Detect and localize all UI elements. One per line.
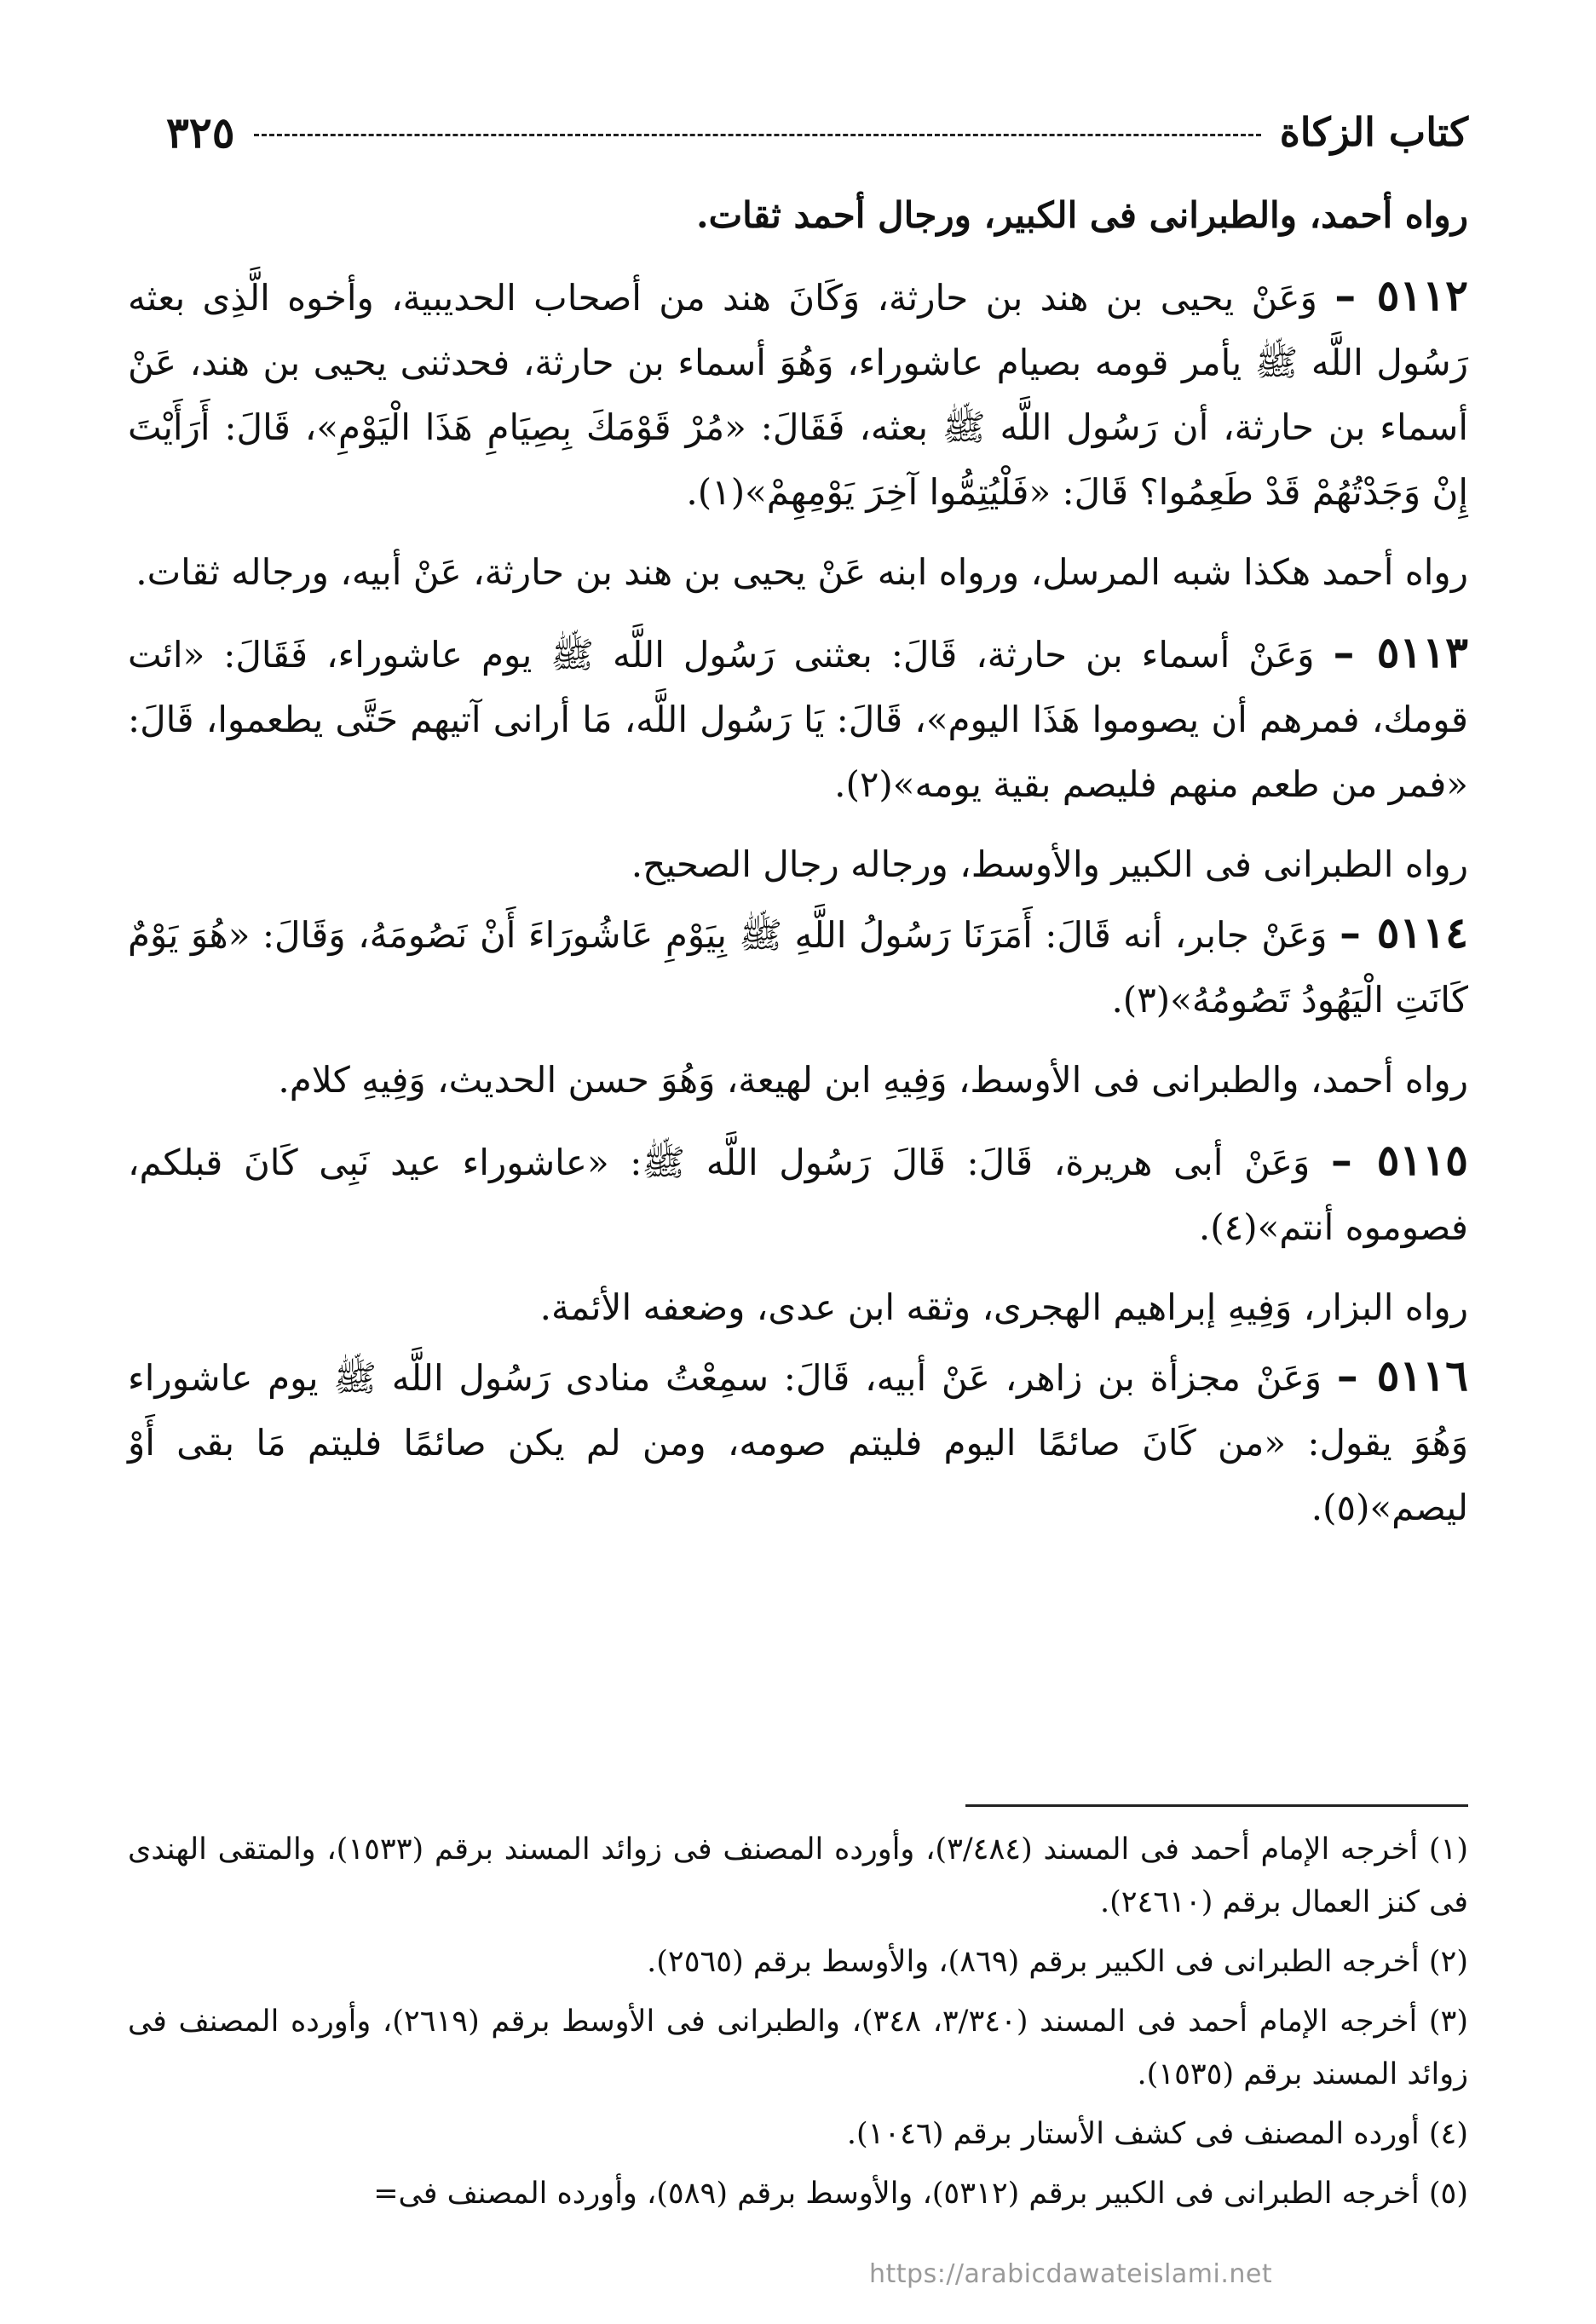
- hadith-number: ٥١١٥ –: [1330, 1135, 1468, 1185]
- footnote: [128, 1823, 1468, 1929]
- hadith-paragraph: [128, 263, 1468, 525]
- footnote-text: أخرجه الإمام أحمد فى المسند (٣/٤٨٤)، وأورده المصنف فى زوائد المسند برقم (١٥٣٣)، والمتقى الهندى فى كنز العمال برقم (٢٤٦١٠).: [128, 1832, 1468, 1919]
- hadith-number: ٥١١٦ –: [1336, 1350, 1468, 1401]
- footnote-text: أورده المصنف فى كشف الأستار برقم (١٠٤٦).: [846, 2117, 1420, 2151]
- hadith-paragraph: [128, 620, 1468, 817]
- hadith-paragraph: [128, 1128, 1468, 1260]
- paragraph-text: رواه أحمد، والطبرانى فى الكبير، ورجال أحمد ثقات.: [695, 194, 1468, 236]
- footnote: [128, 2167, 1468, 2220]
- footnote-separator: [965, 1804, 1468, 1807]
- footnote: [128, 1995, 1468, 2101]
- footnote-text: أخرجه الطبرانى فى الكبير برقم (٥٣١٢)، والأوسط برقم (٥٨٩)، وأورده المصنف فى=: [373, 2177, 1420, 2211]
- paragraph-text: وَعَنْ جابر، أنه قَالَ: أَمَرَنَا رَسُولُ اللَّهِ ﷺ بِيَوْمِ عَاشُورَاءَ أَنْ نَصُومَهُ، وَقَالَ: «هُوَ يَوْمٌ كَانَتِ الْيَهُودُ تَصُومُهُ»(٣).: [128, 914, 1468, 1021]
- header-dashed-rule: [254, 134, 1261, 136]
- hadith-number: ٥١١٤ –: [1340, 907, 1468, 958]
- hadith-paragraph: [128, 900, 1468, 1033]
- chapter-title: كتاب الزكاة: [1279, 109, 1468, 155]
- hadith-paragraph: [128, 1343, 1468, 1540]
- paragraph-text: وَعَنْ أبى هريرة، قَالَ: قَالَ رَسُول اللَّه ﷺ: «عاشوراء عيد نَبِى كَانَ قبلكم، فصوموه أنتم»(٤).: [128, 1142, 1468, 1248]
- paragraph-text: رواه أحمد هكذا شبه المرسل، ورواه ابنه عَنْ يحيى بن هند بن حارثة، عَنْ أبيه، ورجاله ثقات.: [135, 551, 1468, 593]
- hadith-number: ٥١١٣ –: [1333, 627, 1468, 677]
- footnote-number: (٣): [1428, 2005, 1468, 2039]
- footnote: [128, 2108, 1468, 2160]
- footnotes: [128, 1823, 1468, 2227]
- footnote-text: أخرجه الطبرانى فى الكبير برقم (٨٦٩)، والأوسط برقم (٢٥٦٥).: [647, 1945, 1420, 1979]
- paragraph-text: رواه الطبرانى فى الكبير والأوسط، ورجاله رجال الصحيح.: [631, 843, 1468, 885]
- paragraph-text: وَعَنْ مجزأة بن زاهر، عَنْ أبيه، قَالَ: سمِعْتُ منادى رَسُول اللَّه ﷺ يوم عاشوراء وَهُوَ يقول: «من كَانَ صائمًا اليوم فليتم صومه، ومن لم يكن صائمًا فليتم مَا بقى أَوْ ليصم»(٥).: [128, 1357, 1468, 1528]
- footnote-text: أخرجه الإمام أحمد فى المسند (٣/٣٤٠، ٣٤٨)، والطبرانى فى الأوسط برقم (٢٦١٩)، وأورده المصنف فى زوائد المسند برقم (١٥٣٥).: [128, 2005, 1468, 2091]
- page-header: [166, 102, 1468, 162]
- paragraph-text: رواه البزار، وَفِيهِ إبراهيم الهجرى، وثقه ابن عدى، وضعفه الأئمة.: [539, 1286, 1468, 1328]
- narration-note: [128, 832, 1468, 897]
- paragraph-text: رواه أحمد، والطبرانى فى الأوسط، وَفِيهِ ابن لهيعة، وَهُوَ حسن الحديث، وَفِيهِ كلام.: [278, 1059, 1468, 1101]
- paragraph-text: وَعَنْ أسماء بن حارثة، قَالَ: بعثنى رَسُول اللَّه ﷺ يوم عاشوراء، فَقَالَ: «ائت قومك، فمرهم أن يصوموا هَذَا اليوم»، قَالَ: يَا رَسُول اللَّه، مَا أرانى آتيهم حَتَّى يطعموا، قَالَ: «فمر من طعم منهم فليصم بقية يومه»(٢).: [128, 634, 1468, 805]
- hadith-number: ٥١١٢ –: [1334, 270, 1468, 320]
- watermark-url: https://arabicdawateislami.net: [869, 2259, 1273, 2289]
- narration-note: [128, 1048, 1468, 1113]
- footnote-number: (١): [1428, 1832, 1468, 1867]
- main-text: [128, 183, 1468, 1540]
- narration-note: [128, 540, 1468, 605]
- paragraph-text: وَعَنْ يحيى بن هند بن حارثة، وَكَانَ هند من أصحاب الحديبية، وأخوه الَّذِى بعثه رَسُول اللَّه ﷺ يأمر قومه بصيام عاشوراء، وَهُوَ أسماء بن حارثة، فحدثنى يحيى بن هند، عَنْ أسماء بن حارثة، أن رَسُول اللَّه ﷺ بعثه، فَقَالَ: «مُرْ قَوْمَكَ بِصِيَامِ هَذَا الْيَوْمِ»، قَالَ: أَرَأَيْتَ إِنْ وَجَدْتُهُمْ قَدْ طَعِمُوا؟ قَالَ: «فَلْيُتِمُّوا آخِرَ يَوْمِهِمْ»(١).: [128, 277, 1468, 513]
- narration-note: [128, 1275, 1468, 1340]
- page-number: ٣٢٥: [166, 106, 235, 158]
- footnote-number: (٥): [1428, 2177, 1468, 2211]
- footnote-number: (٤): [1428, 2117, 1468, 2151]
- footnote: [128, 1936, 1468, 1988]
- narration-note: [128, 183, 1468, 248]
- footnote-number: (٢): [1428, 1945, 1468, 1979]
